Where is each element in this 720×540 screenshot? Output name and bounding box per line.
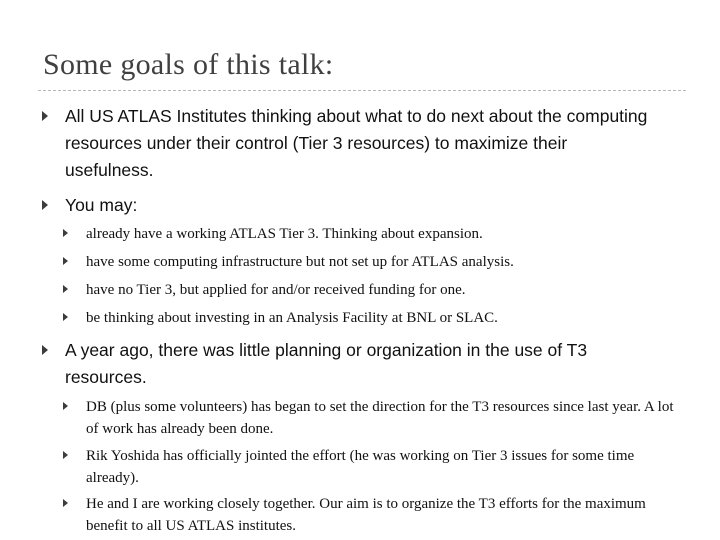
sub-bullet-arrow-icon (63, 285, 68, 293)
sub-bullet-arrow-icon (63, 257, 68, 265)
slide-title: Some goals of this talk: (43, 48, 334, 81)
sub-bullet-text: have no Tier 3, but applied for and/or received funding for one. (86, 282, 466, 298)
sub-bullet-arrow-icon (63, 451, 68, 459)
sub-bullet-text: He and I are working closely together. Our aim is to organize the T3 efforts for the maximum benefit to all US ATLAS institutes. (86, 496, 646, 534)
sub-bullet-text: already have a working ATLAS Tier 3. Thinking about expansion. (86, 226, 483, 242)
sub-bullet-arrow-icon (63, 499, 68, 507)
sub-bullet-text: DB (plus some volunteers) has began to set the direction for the T3 resources since last year. A lot of work has already been done. (86, 399, 674, 437)
bullet-arrow-icon (42, 200, 48, 210)
sub-bullet-arrow-icon (63, 229, 68, 237)
bullet-arrow-icon (42, 345, 48, 355)
sub-bullet-text: Rik Yoshida has officially jointed the effort (he was working on Tier 3 issues for some time already). (86, 448, 635, 486)
bullet-text: You may: (65, 195, 138, 215)
bullet-text: A year ago, there was little planning or organization in the use of T3 resources. (65, 340, 588, 387)
title-divider (38, 90, 686, 91)
sub-bullet-arrow-icon (63, 313, 68, 321)
bullet-arrow-icon (42, 111, 48, 121)
sub-bullet-text: have some computing infrastructure but not set up for ATLAS analysis. (86, 254, 514, 270)
sub-bullet-arrow-icon (63, 402, 68, 410)
sub-bullet-text: be thinking about investing in an Analysis Facility at BNL or SLAC. (86, 310, 498, 326)
bullet-text: All US ATLAS Institutes thinking about what to do next about the computing resources under their control (Tier 3 resources) to maximize their usefulness. (65, 106, 648, 180)
